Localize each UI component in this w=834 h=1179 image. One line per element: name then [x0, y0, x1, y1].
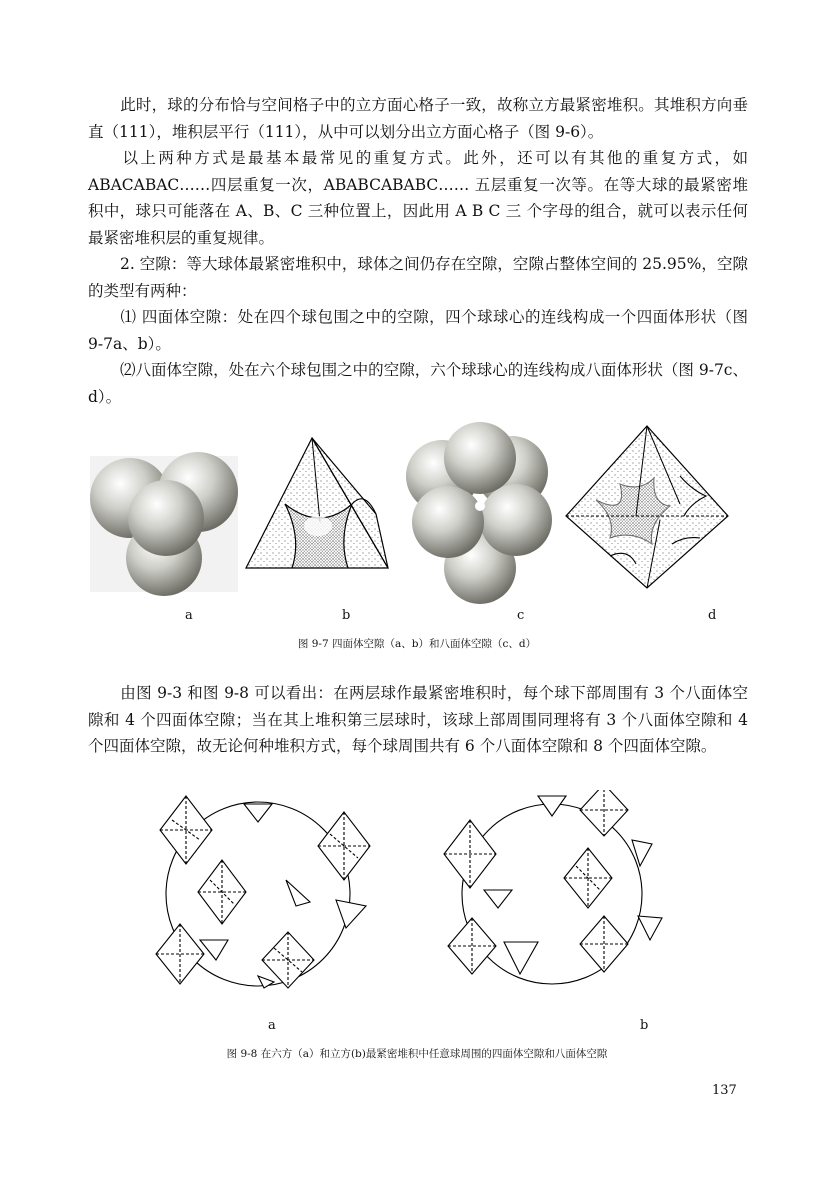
paragraph-1	[88, 92, 748, 145]
paragraph-6-text: 由图 9-3 和图 9-8 可以看出：在两层球作最紧密堆积时，每个球下部周围有 3 个八面体空隙和 4 个四面体空隙；当在其上堆积第三层球时，该球上部周围同理将有 3 个八面体空隙和 4 个四面体空隙，故无论何种堆积方式，每个球周围共有 6 个八面体空隙和 8 个四面体空隙。	[88, 684, 748, 755]
octahedron-void-drawing	[566, 426, 728, 588]
figure-9-8-label-b: b	[640, 1018, 649, 1033]
page-number: 137	[712, 1083, 737, 1098]
paragraph-3	[88, 251, 748, 304]
octahedral-spheres-image	[406, 422, 552, 604]
paragraph-2-text: 以上两种方式是最基本最常见的重复方式。此外，还可以有其他的重复方式，如 ABACABAC……四层重复一次，ABABCABABC…… 五层重复一次等。在等大球的最紧密堆积中，球只可能落在 A、B、C 三种位置上，因此用 A B C 三 个字母的组合，就可以表示任何最紧密堆积层的重复规律。	[88, 149, 748, 247]
figure-9-7-label-b: b	[342, 608, 351, 623]
paragraph-4-text: ⑴ 四面体空隙：处在四个球包围之中的空隙，四个球球心的连线构成一个四面体形状（图 9-7a、b）。	[88, 308, 748, 353]
figure-9-7-label-c: c	[517, 608, 525, 623]
figure-9-8-label-a: a	[268, 1018, 276, 1033]
tetrahedron-void-drawing	[246, 438, 388, 568]
paragraph-5-text: ⑵八面体空隙，处在六个球包围之中的空隙，六个球球心的连线构成八面体形状（图 9-7c、d）。	[88, 361, 748, 406]
figure-9-8	[140, 790, 680, 1002]
figure-9-7-label-a: a	[185, 608, 193, 623]
paragraph-3-text: 2. 空隙：等大球体最紧密堆积中，球体之间仍存在空隙，空隙占整体空间的 25.95%，空隙的类型有两种：	[88, 255, 748, 300]
figure-9-7-caption: 图 9-7 四面体空隙（a、b）和八面体空隙（c、d）	[297, 638, 537, 650]
figure-9-7-label-d: d	[708, 608, 717, 623]
tetrahedral-spheres-image	[90, 452, 238, 596]
tetrahedron-void-b4	[638, 916, 662, 940]
paragraph-6	[88, 680, 748, 760]
figure-9-8-caption: 图 9-8 在六方（a）和立方(b)最紧密堆积中任意球周围的四面体空隙和八面体空隙	[226, 1048, 608, 1060]
paragraph-4	[88, 304, 748, 357]
paragraph-5	[88, 357, 748, 410]
paragraph-2	[88, 145, 748, 251]
figure-9-7	[80, 420, 740, 610]
paragraph-1-text: 此时，球的分布恰与空间格子中的立方面心格子一致，故称立方最紧密堆积。其堆积方向垂直（111），堆积层平行（111），从中可以划分出立方面心格子（图 9-6）。	[88, 96, 748, 141]
